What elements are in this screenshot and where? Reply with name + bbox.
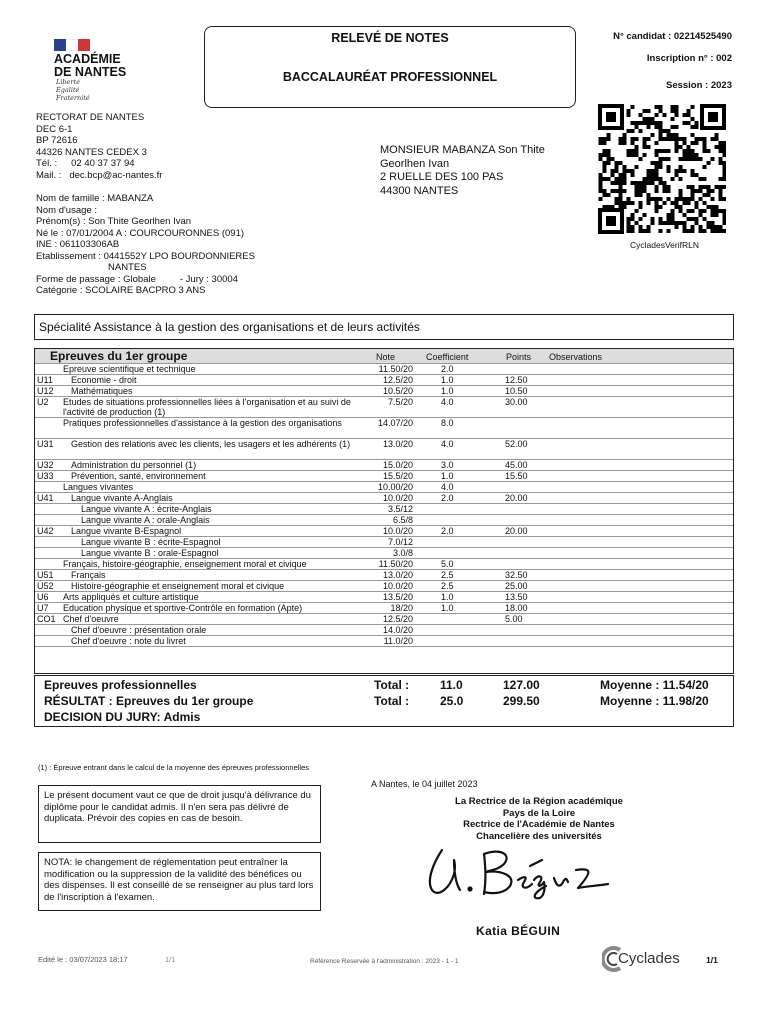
- mail-value: dec.bcp@ac-nantes.fr: [69, 169, 163, 181]
- grade-row: [35, 625, 733, 636]
- row-label: Education physique et sportive-Contrôle en formation (Apte): [63, 603, 303, 613]
- tel-value: 02 40 37 37 94: [71, 158, 135, 169]
- row-label: Prévention, santé, environnement: [71, 471, 206, 481]
- row-points: 32.50: [505, 570, 528, 580]
- grade-row: [35, 471, 733, 482]
- document-subtitle: BACCALAURÉAT PROFESSIONNEL: [282, 70, 498, 84]
- mail-label: Mail. :: [36, 169, 62, 181]
- admin-reference: Référence Reservée à l'administration : 2023 - 1 - 1: [310, 958, 459, 965]
- grade-row: [35, 636, 733, 647]
- row-code: U6: [37, 592, 49, 602]
- row-code: U2: [37, 397, 49, 407]
- row-points: 45.00: [505, 460, 528, 470]
- row-note: 10.5/20: [382, 386, 413, 396]
- row-points: 25.00: [505, 581, 528, 591]
- row-note: 12.5/20: [382, 614, 413, 624]
- grade-row: [35, 526, 733, 537]
- row-coefficient: 2.5: [441, 581, 454, 591]
- row-points: 5.00: [505, 614, 523, 624]
- group-header: Epreuves du 1er groupe: [50, 349, 188, 363]
- row-label: Langue vivante A : orale-Anglais: [81, 515, 210, 525]
- row-note: 7.0/12: [387, 537, 413, 547]
- obs-header: Observations: [549, 352, 603, 362]
- row-note: 10.0/20: [382, 526, 413, 536]
- row-note: 18/20: [390, 603, 413, 613]
- row-coefficient: 2.0: [441, 493, 454, 503]
- row-label: Langue vivante A : écrite-Anglais: [81, 504, 212, 514]
- row-label: Etudes de situations professionnelles liées à l'organisation et au suivi de l'activité de production (1): [63, 397, 351, 417]
- grade-row: [35, 418, 733, 439]
- row-note: 10.00/20: [377, 482, 413, 492]
- candidate-number: N° candidat : 02214525490: [613, 31, 732, 42]
- row-coefficient: 2.5: [441, 570, 454, 580]
- row-note: 11.0/20: [383, 636, 413, 646]
- logo-motto: Liberté Égalité Fraternité: [56, 78, 90, 102]
- qr-caption: CycladesVerifRLN: [630, 240, 699, 250]
- totals-box: [34, 675, 734, 727]
- total1-coef: 11.0: [440, 678, 463, 692]
- row-points: 20.00: [505, 493, 528, 503]
- grade-row: [35, 515, 733, 526]
- row-label: Gestion des relations avec les clients, les usagers et les adhérents (1): [71, 439, 351, 449]
- inscription-number: Inscription n° : 002: [646, 53, 732, 64]
- row-code: U7: [37, 603, 49, 613]
- row-points: 18.00: [505, 603, 528, 613]
- row-coefficient: 1.0: [441, 592, 454, 602]
- grade-row: [35, 548, 733, 559]
- row-label: Histoire-géographie et enseignement moral et civique: [71, 581, 285, 591]
- grade-row: [35, 581, 733, 592]
- row-note: 15.5/20: [382, 471, 413, 481]
- row-points: 20.00: [505, 526, 528, 536]
- row-label: Langue vivante B : orale-Espagnol: [81, 548, 219, 558]
- row-label: Mathématiques: [71, 386, 133, 396]
- row-coefficient: 8.0: [441, 418, 454, 428]
- row-note: 3.5/12: [387, 504, 413, 514]
- signatory-name: Katia BÉGUIN: [476, 924, 561, 938]
- row-label: Pratiques professionnelles d'assistance à la gestion des organisations: [63, 418, 342, 428]
- row-points: 15.50: [505, 471, 528, 481]
- document-header-box: [204, 26, 576, 108]
- edited-date: Edité le : 03/07/2023 18:17: [38, 955, 128, 964]
- page-ratio: 1/1: [165, 955, 176, 964]
- grade-row: [35, 614, 733, 625]
- candidate-identity: Nom de famille : MABANZA Nom d'usage : Prénom(s) : Son Thite Georlhen Ivan Né le : 07/01/2004 A : COURCOURONNES (091) INE : 061103306AB Etablissement : 0441552Y LPO BOURDONNIERES NANTES Forme de passage : Globale - Jury : 30004 Catégorie : SCOLAIRE BACPRO 3 ANS: [36, 193, 255, 296]
- row-coefficient: 4.0: [441, 482, 454, 492]
- grade-row: [35, 493, 733, 504]
- grade-row: [35, 482, 733, 493]
- total2-average: Moyenne : 11.98/20: [600, 694, 709, 708]
- validity-notice: Le présent document vaut ce que de droit jusqu'à délivrance du diplôme pour le candidat admis. Il n'en sera pas délivré de duplicata. Prévoir des copies en cas de besoin.: [38, 785, 321, 843]
- row-note: 3.0/8: [392, 548, 413, 558]
- row-coefficient: 2.0: [441, 526, 454, 536]
- row-label: Langues vivantes: [63, 482, 134, 492]
- row-label: Chef d'oeuvre: [63, 614, 119, 624]
- row-note: 13.0/20: [382, 439, 413, 449]
- row-code: U12: [37, 386, 54, 396]
- handwritten-signature: [420, 840, 630, 902]
- row-note: 12.5/20: [382, 375, 413, 385]
- row-coefficient: 1.0: [441, 603, 454, 613]
- footnote: (1) : Épreuve entrant dans le calcul de la moyenne des épreuves professionnelles: [38, 763, 309, 772]
- page-number: 1/1: [706, 955, 718, 965]
- session: Session : 2023: [665, 80, 732, 91]
- total2-coef: 25.0: [440, 694, 464, 708]
- total2-points: 299.50: [503, 694, 540, 708]
- row-label: Chef d'oeuvre : note du livret: [71, 636, 186, 646]
- total1-total-label: Total :: [374, 678, 410, 692]
- row-label: Arts appliqués et culture artistique: [63, 592, 199, 602]
- row-note: 14.0/20: [382, 625, 413, 635]
- row-coefficient: 1.0: [441, 471, 454, 481]
- grades-table: [34, 348, 734, 674]
- row-note: 7.5/20: [387, 397, 413, 407]
- speciality-box: [34, 314, 734, 340]
- row-code: U51: [37, 570, 54, 580]
- note-header: Note: [376, 352, 396, 362]
- place-date: A Nantes, le 04 juillet 2023: [371, 779, 478, 789]
- row-code: U33: [37, 471, 54, 481]
- row-note: 11.50/20: [378, 364, 413, 374]
- grade-row: [35, 364, 733, 375]
- row-code: U31: [37, 439, 54, 449]
- qr-code-icon: [598, 104, 726, 234]
- row-points: 12.50: [505, 375, 528, 385]
- grade-row: [35, 386, 733, 397]
- row-code: CO1: [37, 614, 56, 624]
- row-note: 15.0/20: [382, 460, 413, 470]
- total1-average: Moyenne : 11.54/20: [600, 678, 709, 692]
- row-label: Economie - droit: [71, 375, 137, 385]
- logo-academy-name: ACADÉMIE DE NANTES: [54, 52, 127, 79]
- signatory-title: La Rectrice de la Région académique Pays de la Loire Rectrice de l'Académie de Nantes Chancelière des universités: [455, 796, 623, 842]
- row-label: Langue vivante B : écrite-Espagnol: [81, 537, 221, 547]
- row-label: Français, histoire-géographie, enseignement moral et civique: [63, 559, 307, 569]
- row-points: 13.50: [505, 592, 528, 602]
- total2-total-label: Total :: [374, 694, 410, 708]
- total1-points: 127.00: [503, 678, 540, 692]
- regulation-notice: NOTA: le changement de réglementation peut entraîner la modification ou la suppression de la validité des bénéfices ou des dispenses. Il est conseillé de se renseigner au plus tard lors de l'inscription à l'examen.: [38, 852, 321, 911]
- row-points: 10.50: [505, 386, 528, 396]
- points-header: Points: [506, 352, 532, 362]
- row-label: Français: [71, 570, 106, 580]
- grade-row: [35, 375, 733, 386]
- row-label: Epreuve scientifique et technique: [63, 364, 196, 374]
- row-label: Langue vivante B-Espagnol: [71, 526, 182, 536]
- grade-row: [35, 603, 733, 614]
- row-note: 13.5/20: [382, 592, 413, 602]
- grade-row: [35, 592, 733, 603]
- grades-table-header: [35, 349, 733, 364]
- row-note: 10.0/20: [382, 581, 413, 591]
- row-note: 11.50/20: [378, 559, 413, 569]
- row-label: Chef d'oeuvre : présentation orale: [71, 625, 207, 635]
- row-code: U32: [37, 460, 54, 470]
- total2-label: RÉSULTAT : Epreuves du 1er groupe: [44, 694, 254, 708]
- row-note: 6.5/8: [392, 515, 413, 525]
- row-points: 52.00: [505, 439, 528, 449]
- recipient-address: MONSIEUR MABANZA Son Thite Georlhen Ivan 2 RUELLE DES 100 PAS 44300 NANTES: [380, 144, 545, 197]
- row-label: Administration du personnel (1): [71, 460, 197, 470]
- grade-row: [35, 537, 733, 548]
- speciality-label: Spécialité Assistance à la gestion des organisations et de leurs activités: [39, 320, 420, 334]
- issuer-address: RECTORAT DE NANTES DEC 6-1 BP 72616 44326 NANTES CEDEX 3 Tél. : 02 40 37 37 94 Mail. : dec.bcp@ac-nantes.fr: [36, 112, 163, 181]
- row-coefficient: 1.0: [441, 375, 454, 385]
- row-note: 13.0/20: [382, 570, 413, 580]
- grade-row: [35, 397, 733, 418]
- grade-row: [35, 559, 733, 570]
- tel-label: Tél. :: [36, 158, 58, 169]
- grade-row: [35, 439, 733, 460]
- grade-row: [35, 460, 733, 471]
- row-coefficient: 4.0: [441, 439, 454, 449]
- row-coefficient: 2.0: [441, 364, 454, 374]
- grade-row: [35, 570, 733, 581]
- grade-row: [35, 504, 733, 515]
- row-note: 10.0/20: [382, 493, 413, 503]
- total1-label: Epreuves professionnelles: [44, 678, 197, 692]
- row-coefficient: 5.0: [441, 559, 454, 569]
- row-code: U42: [37, 526, 54, 536]
- row-coefficient: 3.0: [441, 460, 454, 470]
- document-title: RELEVÉ DE NOTES: [331, 31, 449, 45]
- row-code: U11: [37, 375, 53, 385]
- logo-flag-icon: [54, 39, 90, 51]
- row-code: U41: [37, 493, 54, 503]
- row-coefficient: 1.0: [441, 386, 454, 396]
- row-code: U52: [37, 581, 54, 591]
- cyclades-brand: Cyclades: [618, 950, 680, 967]
- row-label: Langue vivante A-Anglais: [71, 493, 173, 503]
- coef-header: Coefficient: [426, 352, 469, 362]
- row-note: 14.07/20: [377, 418, 413, 428]
- jury-decision: DECISION DU JURY: Admis: [44, 710, 201, 724]
- row-coefficient: 4.0: [441, 397, 454, 407]
- row-points: 30.00: [505, 397, 528, 407]
